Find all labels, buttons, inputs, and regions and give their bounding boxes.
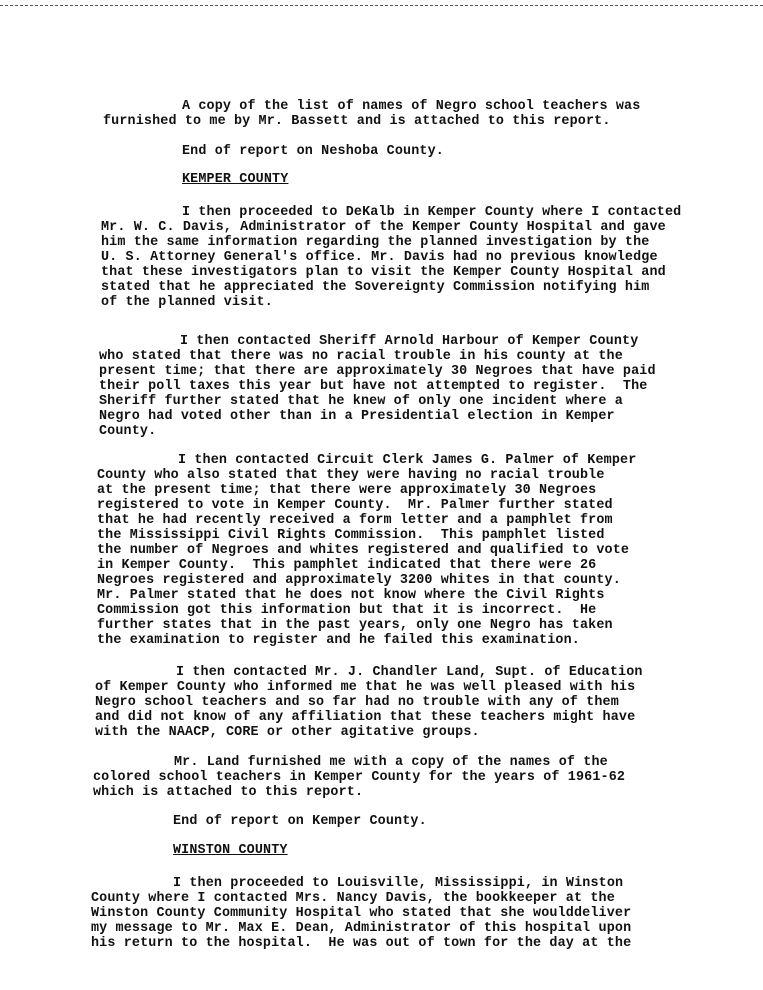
paragraph-line: who stated that there was no racial trouble in his county at the	[99, 349, 623, 364]
end-of-report-kemper: End of report on Kemper County.	[173, 814, 427, 829]
paragraph-line: Mr. Palmer stated that he does not know where the Civil Rights	[97, 588, 605, 603]
paragraph-line: Commission got this information but that it is incorrect. He	[97, 603, 597, 618]
paragraph-line: their poll taxes this year but have not attempted to register. The	[99, 379, 648, 394]
paragraph-line: the number of Negroes and whites registered and qualified to vote	[97, 543, 630, 558]
paragraph-line: stated that he appreciated the Sovereignty Commission notifying him	[101, 280, 650, 295]
paragraph-line: my message to Mr. Max E. Dean, Administrator of this hospital upon	[91, 921, 632, 936]
paragraph-line: Mr. Land furnished me with a copy of the names of the	[174, 755, 608, 770]
paragraph-line: at the present time; that there were approximately 30 Negroes	[97, 483, 597, 498]
paragraph-line: him the same information regarding the planned investigation by the	[101, 235, 650, 250]
paragraph-line: I then proceeded to Louisville, Mississippi, in Winston	[173, 876, 624, 891]
section-heading-winston: WINSTON COUNTY	[173, 843, 288, 858]
paragraph-line: I then contacted Mr. J. Chandler Land, Supt. of Education	[176, 665, 643, 680]
paragraph-line: County.	[99, 424, 157, 439]
paragraph-line: Negro had voted other than in a Presidential election in Kemper	[99, 409, 615, 424]
paragraph-line: furnished to me by Mr. Bassett and is attached to this report.	[103, 114, 611, 129]
paragraph-line: Winston County Community Hospital who stated that she woulddeliver	[91, 906, 632, 921]
paragraph-line: and did not know of any affiliation that these teachers might have	[95, 710, 636, 725]
paragraph-line: the Mississippi Civil Rights Commission. This pamphlet listed	[97, 528, 605, 543]
paragraph-line: present time; that there are approximately 30 Negroes that have paid	[99, 364, 656, 379]
paragraph-line: further states that in the past years, only one Negro has taken	[97, 618, 613, 633]
paragraph-line: registered to vote in Kemper County. Mr. Palmer further stated	[97, 498, 613, 513]
paragraph-line: that these investigators plan to visit the Kemper County Hospital and	[101, 265, 666, 280]
paragraph-line: County who also stated that they were having no racial trouble	[97, 468, 605, 483]
paragraph-line: the examination to register and he failed this examination.	[97, 633, 580, 648]
paragraph-line: U. S. Attorney General's office. Mr. Davis had no previous knowledge	[101, 250, 658, 265]
paragraph-line: which is attached to this report.	[93, 785, 364, 800]
paragraph-line: of Kemper County who informed me that he was well pleased with his	[95, 680, 636, 695]
paragraph-line: of the planned visit.	[101, 295, 273, 310]
end-of-report-neshoba: End of report on Neshoba County.	[182, 144, 444, 159]
paragraph-line: I then contacted Circuit Clerk James G. Palmer of Kemper	[178, 453, 637, 468]
paragraph-line: Mr. W. C. Davis, Administrator of the Kemper County Hospital and gave	[101, 220, 666, 235]
paragraph-line: in Kemper County. This pamphlet indicated that there were 26	[97, 558, 597, 573]
paragraph-line: his return to the hospital. He was out of town for the day at the	[91, 936, 632, 951]
paragraph-line: colored school teachers in Kemper County for the years of 1961-62	[93, 770, 626, 785]
paragraph-line: I then proceeded to DeKalb in Kemper County where I contacted	[182, 205, 682, 220]
paragraph-line: Negroes registered and approximately 3200 whites in that county.	[97, 573, 621, 588]
paragraph-line: A copy of the list of names of Negro school teachers was	[182, 99, 641, 114]
section-heading-kemper: KEMPER COUNTY	[182, 172, 289, 187]
paragraph-line: that he had recently received a form letter and a pamphlet from	[97, 513, 613, 528]
paragraph-line: with the NAACP, CORE or other agitative groups.	[95, 725, 480, 740]
paragraph-line: Sheriff further stated that he knew of only one incident where a	[99, 394, 623, 409]
paragraph-line: I then contacted Sheriff Arnold Harbour of Kemper County	[180, 334, 639, 349]
paragraph-line: Negro school teachers and so far had no trouble with any of them	[95, 695, 619, 710]
paragraph-line: County where I contacted Mrs. Nancy Davis, the bookkeeper at the	[91, 891, 615, 906]
